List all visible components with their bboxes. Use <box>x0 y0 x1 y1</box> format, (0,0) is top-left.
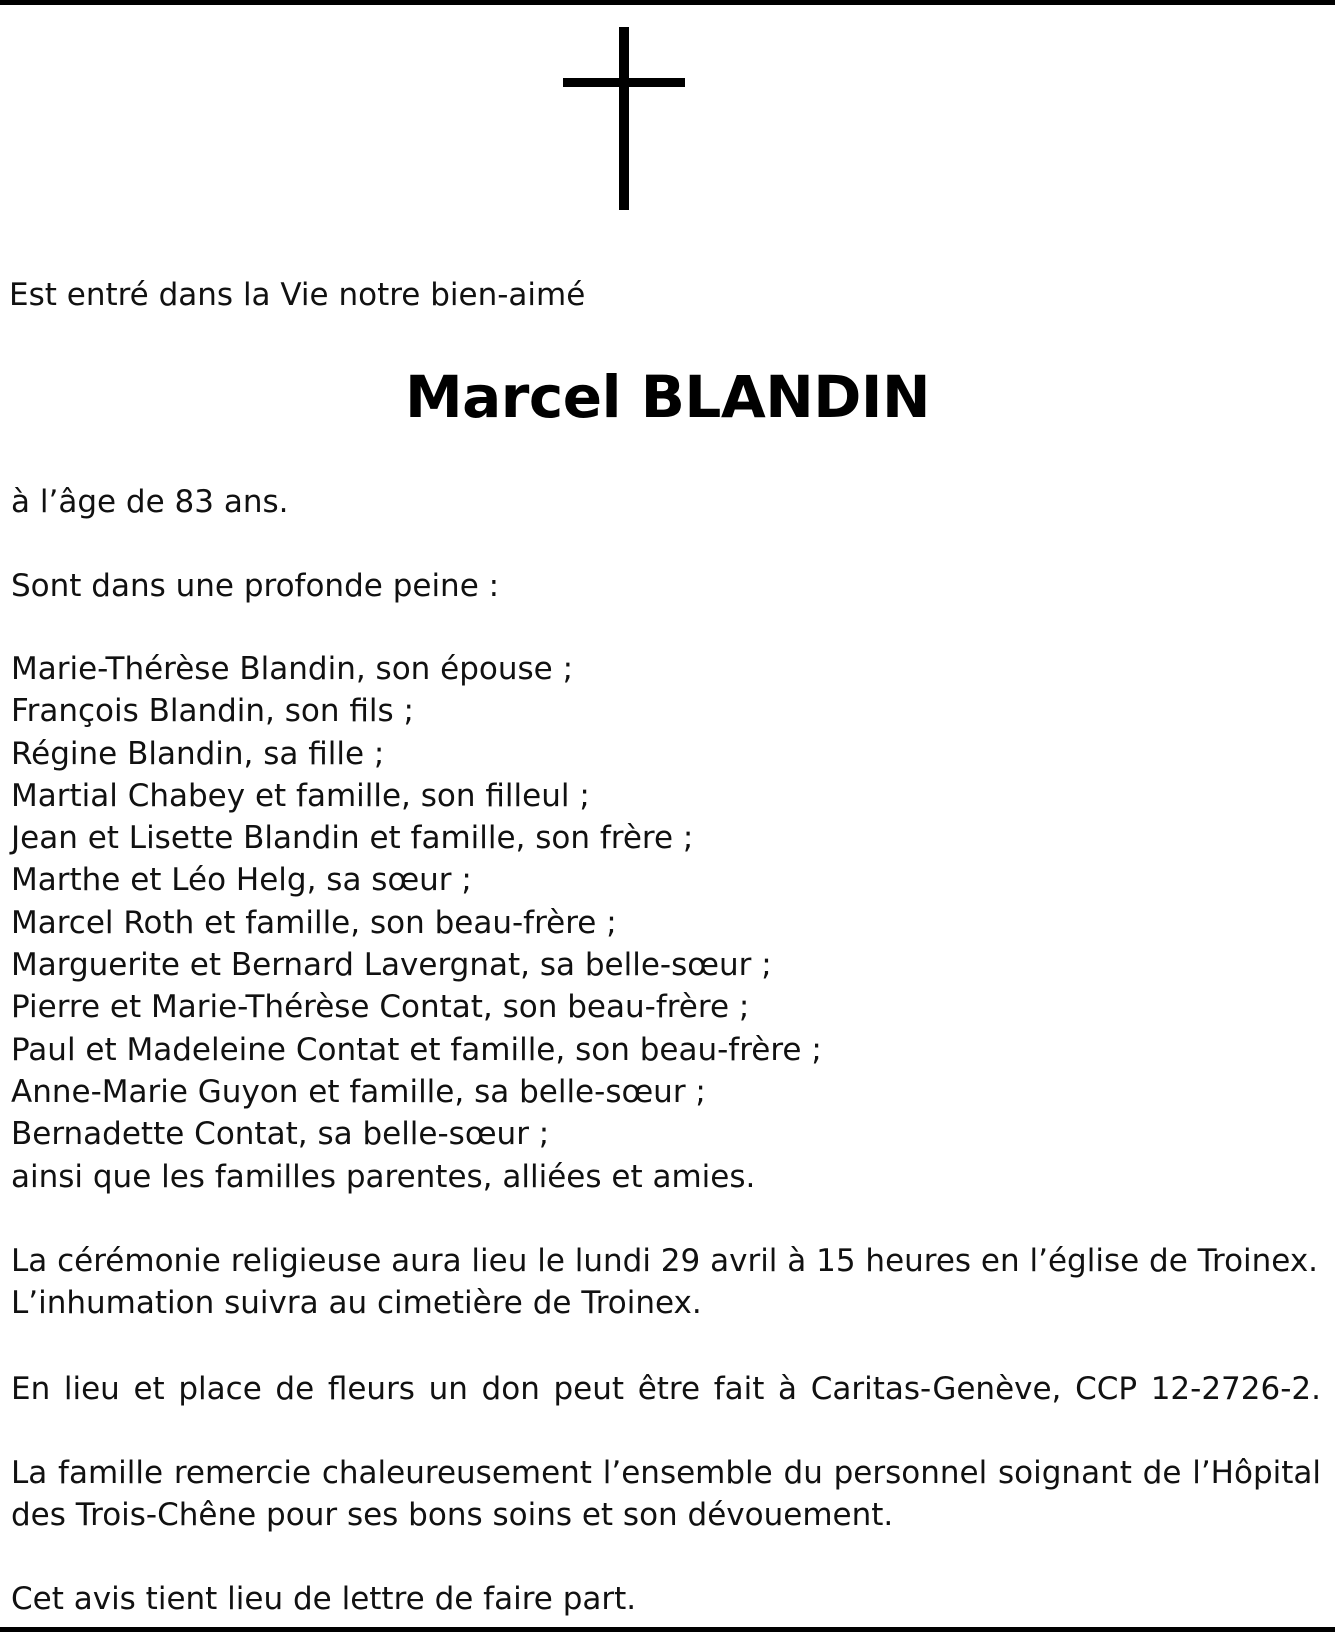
closing-line: Cet avis tient lieu de lettre de faire part. <box>11 1581 637 1617</box>
family-item: Bernadette Contat, sa belle-sœur ; <box>11 1116 550 1153</box>
family-item: Régine Blandin, sa fille ; <box>11 735 385 772</box>
intro-line: Est entré dans la Vie notre bien-aimé <box>9 277 586 313</box>
bottom-border-rule <box>0 1627 1335 1632</box>
thanks-line-2: des Trois-Chêne pour ses bons soins et son dévouement. <box>11 1497 894 1533</box>
family-item: Martial Chabey et famille, son filleul ; <box>11 777 590 814</box>
family-item: Marie-Thérèse Blandin, son épouse ; <box>11 651 574 687</box>
thanks-line-1: La famille remercie chaleureusement l’ensemble du personnel soignant de l’Hôpital <box>11 1455 1321 1491</box>
age-line: à l’âge de 83 ans. <box>11 484 289 520</box>
family-item: François Blandin, son fils ; <box>11 693 414 730</box>
family-item: Jean et Lisette Blandin et famille, son frère ; <box>11 820 694 857</box>
family-item: Pierre et Marie-Thérèse Contat, son beau-frère ; <box>11 989 750 1026</box>
donation-line: En lieu et place de fleurs un don peut être fait à Caritas-Genève, CCP 12-2726-2. <box>11 1371 1321 1407</box>
family-item: Paul et Madeleine Contat et famille, son beau-frère ; <box>11 1031 822 1068</box>
family-item: ainsi que les familles parentes, alliées et amies. <box>11 1158 756 1195</box>
family-list <box>11 648 822 1198</box>
family-item: Marguerite et Bernard Lavergnat, sa belle-sœur ; <box>11 947 772 984</box>
cross-horizontal-bar <box>563 78 685 87</box>
cross-vertical-bar <box>619 27 629 210</box>
burial-line: L’inhumation suivra au cimetière de Troinex. <box>11 1285 702 1321</box>
top-border-rule <box>0 0 1335 5</box>
family-item: Marcel Roth et famille, son beau-frère ; <box>11 904 617 941</box>
family-item: Anne-Marie Guyon et famille, sa belle-sœur ; <box>11 1073 706 1110</box>
ceremony-line: La cérémonie religieuse aura lieu le lundi 29 avril à 15 heures en l’église de Troinex. <box>11 1243 1319 1279</box>
family-item: Marthe et Léo Helg, sa sœur ; <box>11 862 472 899</box>
grief-line: Sont dans une profonde peine : <box>11 568 500 604</box>
cross-icon <box>563 27 685 210</box>
deceased-name: Marcel BLANDIN <box>404 363 931 431</box>
